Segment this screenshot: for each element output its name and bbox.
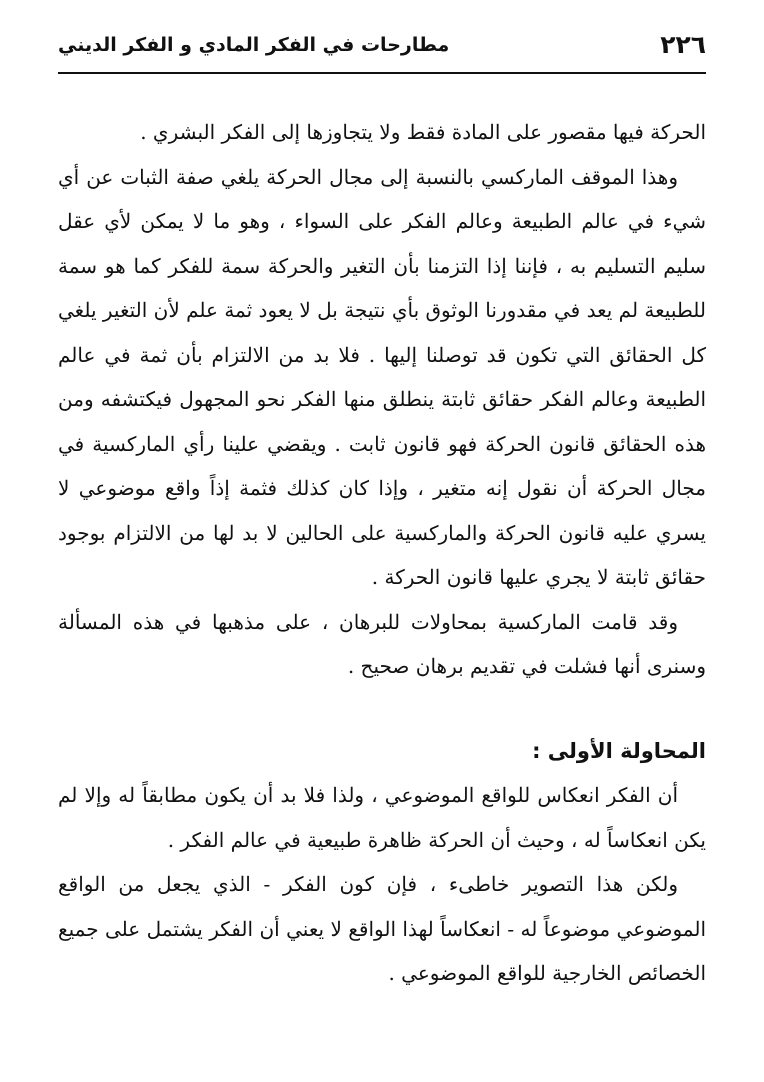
paragraph-marxist-position: وهذا الموقف الماركسي بالنسبة إلى مجال الحركة يلغي صفة الثبات عن أي شيء في عالم الطبيعة وعالم الفكر على السواء ، وهو ما لا يمكن لأي عقل سليم التسليم به ، فإننا إذا التزمنا بأن التغير والحركة سمة للفكر كما هو سمة للطبيعة لم يعد في مقدورنا الوثوق بأي نتيجة بل لا يعود ثمة علم لأن التغير يلغي كل الحقائق التي تكون قد توصلنا إليها . فلا بد من الالتزام بأن ثمة في عالم الطبيعة وعالم الفكر حقائق ثابتة ينطلق منها الفكر نحو المجهول فيكتشفه ومن هذه الحقائق قانون الحركة فهو قانون ثابت . ويقضي علينا رأي الماركسية في مجال الحركة أن نقول إنه متغير ، وإذا كان كذلك فثمة إذاً واقع موضوعي لا يسري عليه قانون الحركة والماركسية على الحالين لا بد لها من الالتزام بوجود حقائق ثابتة لا يجري عليها قانون الحركة . [58,164,706,589]
paragraph-continuation: الحركة فيها مقصور على المادة فقط ولا يتجاوزها إلى الفكر البشري . [140,120,706,144]
paragraph-attempts-intro: وقد قامت الماركسية بمحاولات للبرهان ، على مذهبها في هذه المسألة وسنرى أنها فشلت في تقديم برهان صحيح . [58,609,706,678]
page-number: ٢٢٦ [660,30,706,59]
section-heading: المحاولة الأولى : [532,738,706,763]
section-spacer [58,689,706,729]
running-title: مطارحات في الفكر المادي و الفكر الديني [58,34,450,56]
paragraph-rebuttal: ولكن هذا التصوير خاطىء ، فإن كون الفكر - الذي يجعل من الواقع الموضوعي موضوعاً له - انعكاساً لهذا الواقع لا يعني أن الفكر يشتمل على جميع الخصائص الخارجية للواقع الموضوعي . [58,872,706,985]
paragraph-first-attempt: أن الفكر انعكاس للواقع الموضوعي ، ولذا فلا بد أن يكون مطابقاً له وإلا لم يكن انعكاساً له ، وحيث أن الحركة ظاهرة طبيعية في عالم الفكر . [58,783,706,852]
page-header [58,26,706,74]
body-text [58,110,706,996]
